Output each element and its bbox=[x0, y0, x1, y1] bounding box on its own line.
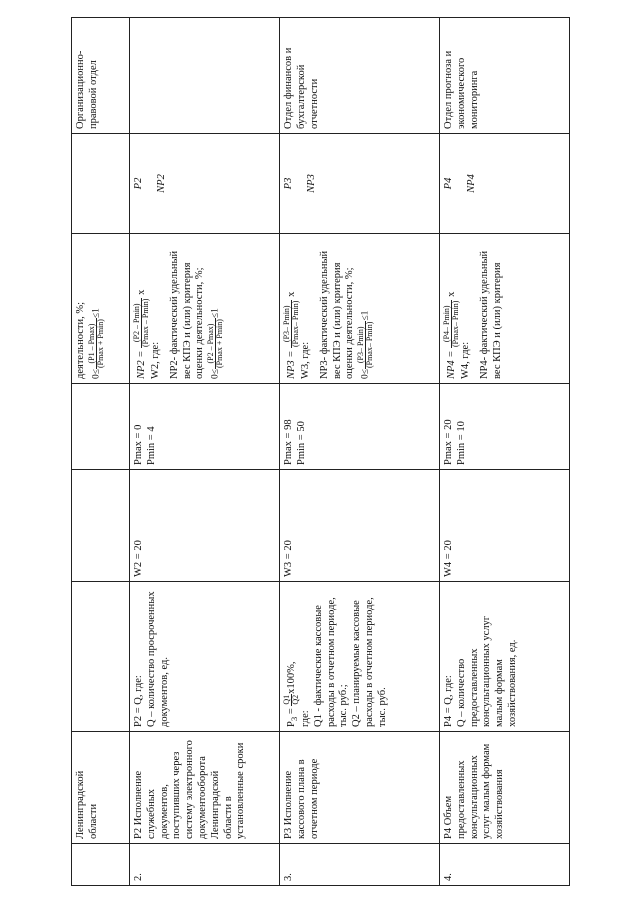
cell-num bbox=[72, 844, 130, 886]
np-inequality bbox=[207, 238, 224, 379]
cell-dept bbox=[130, 18, 280, 134]
ineq-fraction bbox=[207, 318, 224, 369]
np-numerator: (P3– Pmin) bbox=[283, 300, 292, 348]
ineq-denominator: (Pmax– Pmin) bbox=[365, 321, 375, 369]
cell-code bbox=[72, 134, 130, 234]
pmin-value: Pmin = 50 bbox=[295, 421, 307, 465]
criterion-name: P3 Исполнение кассового плана в отчетном периоде bbox=[283, 758, 320, 839]
cell-range bbox=[130, 384, 280, 470]
np-denominator: (Pmax– Pmin) bbox=[451, 300, 460, 347]
department: Отдел прогноза и экономического мониторинга bbox=[443, 50, 480, 129]
cell-method bbox=[130, 582, 280, 732]
method-formula bbox=[283, 586, 300, 727]
cell-method bbox=[280, 582, 440, 732]
table-row bbox=[130, 18, 280, 886]
cell-range bbox=[440, 384, 570, 470]
kpi-table bbox=[71, 17, 570, 886]
ineq-fraction bbox=[357, 321, 374, 369]
np-weight: W3, где: bbox=[300, 341, 311, 379]
ineq-left: 0≤ bbox=[91, 369, 102, 379]
method-q2: Q2 – планируемые кассовые расходы в отчетном периоде, тыс. руб. bbox=[351, 597, 388, 727]
np-formula bbox=[283, 238, 300, 379]
cell-weight bbox=[280, 470, 440, 582]
code-np: NP4 bbox=[465, 174, 477, 193]
cell-weight bbox=[440, 470, 570, 582]
cell-name bbox=[130, 732, 280, 844]
cell-method bbox=[72, 582, 130, 732]
weight-value: W3 = 20 bbox=[283, 540, 294, 577]
ineq-left: 0≤ bbox=[210, 369, 221, 379]
np-description: NP4- фактический удельный вес КПЭ и (или) критерия bbox=[478, 250, 503, 379]
cell-code bbox=[280, 134, 440, 234]
row-number: 2. bbox=[133, 873, 144, 881]
np-lhs: NP4 = bbox=[445, 350, 457, 379]
pmax-value: Pmax = 20 bbox=[443, 419, 454, 465]
ineq-numerator: (P1 – Pmax) bbox=[88, 318, 97, 369]
np-weight: W2, где: bbox=[150, 341, 161, 379]
criterion-name: P4 Объем предоставленных консультационных услуг малым формам хозяйствования bbox=[443, 743, 506, 839]
np-multiply: x bbox=[135, 289, 147, 295]
np-multiply: x bbox=[445, 291, 457, 297]
method-description: Q – количество предоставленных консультационных услуг малым формам хозяйствования, ед. bbox=[455, 615, 518, 727]
formula-tail: x100%, bbox=[285, 661, 297, 694]
np-lhs: NP2 = bbox=[135, 350, 147, 379]
cell-code bbox=[440, 134, 570, 234]
formula-eq: = bbox=[285, 705, 297, 717]
np-multiply: x bbox=[285, 291, 297, 297]
pmin-value: Pmin = 10 bbox=[455, 421, 467, 465]
np-numerator: (P4– Pmin) bbox=[443, 300, 452, 348]
np-description: NP2- фактический удельный вес КПЭ и (или) критерия оценки деятельности, %; bbox=[168, 250, 206, 379]
np-fraction bbox=[443, 300, 460, 348]
cell-range bbox=[280, 384, 440, 470]
np-weight: W4, где: bbox=[460, 341, 471, 379]
np-tail-text: деятельности, %; bbox=[75, 301, 86, 379]
method-where: где: bbox=[300, 710, 311, 727]
cell-dept bbox=[280, 18, 440, 134]
cell-range bbox=[72, 384, 130, 470]
np-numerator: (P2 – Pmin) bbox=[133, 298, 142, 348]
row-number: 3. bbox=[283, 873, 294, 881]
ineq-right: ≤1 bbox=[210, 308, 221, 319]
np-denominator: (Pmax – Pmin) bbox=[141, 298, 150, 347]
formula-sub: 3 bbox=[289, 716, 299, 722]
np-inequality bbox=[357, 238, 374, 379]
method-q1: Q1 - фактические кассовые расходы в отчетном периоде, тыс. руб.; bbox=[312, 597, 350, 727]
np-fraction bbox=[283, 300, 300, 348]
np-formula bbox=[443, 238, 460, 379]
np-fraction bbox=[133, 298, 150, 348]
pmin-value: Pmin = 4 bbox=[145, 426, 157, 465]
ineq-left: 0≤ bbox=[360, 369, 371, 379]
cell-dept bbox=[72, 18, 130, 134]
formula-numerator: Q1 bbox=[282, 694, 291, 705]
method-formula: P4 = Q, где: bbox=[443, 675, 454, 727]
np-tail-inequality bbox=[88, 238, 105, 379]
table-row bbox=[72, 18, 130, 886]
criterion-name: P2 Исполнение служебных документов, поступивших через систему электронного документооборота Ленинградской области в установленные сроки bbox=[133, 740, 247, 839]
method-formula: P2 = Q, где: bbox=[133, 675, 144, 727]
ineq-denominator: (Pmax + Pmin) bbox=[215, 319, 225, 369]
cell-np bbox=[440, 234, 570, 384]
rotated-table-wrapper bbox=[71, 18, 569, 886]
cell-dept bbox=[440, 18, 570, 134]
cell-name bbox=[72, 732, 130, 844]
weight-value: W2 = 20 bbox=[133, 540, 144, 577]
ineq-right: ≤1 bbox=[360, 310, 371, 321]
criterion-name: Ленинградской области bbox=[75, 770, 99, 839]
cell-weight bbox=[130, 470, 280, 582]
row-number: 4. bbox=[443, 873, 454, 881]
ineq-fraction bbox=[88, 318, 105, 369]
cell-num bbox=[130, 844, 280, 886]
cell-np bbox=[130, 234, 280, 384]
weight-value: W4 = 20 bbox=[443, 540, 454, 577]
pmax-value: Pmax = 98 bbox=[283, 419, 294, 465]
np-formula bbox=[133, 238, 150, 379]
cell-name bbox=[440, 732, 570, 844]
table-row bbox=[280, 18, 440, 886]
department: Отдел финансов и бухгалтерской отчетности bbox=[283, 47, 320, 129]
department: Организационно-правовой отдел bbox=[75, 50, 99, 129]
method-description: Q – количество просроченных документов, ед. bbox=[145, 591, 170, 727]
code-np: NP2 bbox=[155, 174, 167, 193]
formula-fraction bbox=[283, 694, 300, 706]
code-np: NP3 bbox=[305, 174, 317, 193]
cell-num bbox=[280, 844, 440, 886]
cell-np bbox=[72, 234, 130, 384]
code-p: P4 bbox=[443, 177, 454, 190]
np-description: NP3- фактический удельный вес КПЭ и (или) критерия оценки деятельности, %; bbox=[318, 250, 356, 379]
ineq-numerator: (P2 – Pmax) bbox=[207, 318, 216, 369]
formula-denominator: Q2 bbox=[291, 694, 300, 705]
cell-num bbox=[440, 844, 570, 886]
code-p: P2 bbox=[133, 177, 144, 190]
cell-name bbox=[280, 732, 440, 844]
ineq-numerator: (P3– Pmin) bbox=[357, 321, 366, 369]
code-p: P3 bbox=[283, 177, 294, 190]
ineq-denominator: (Pmax + Pmin) bbox=[95, 319, 105, 369]
np-denominator: (Pmax– Pmin) bbox=[291, 300, 300, 347]
pmax-value: Pmax = 0 bbox=[133, 424, 144, 465]
formula-lhs: P bbox=[285, 721, 297, 727]
np-lhs: NP3 = bbox=[285, 350, 297, 379]
cell-method bbox=[440, 582, 570, 732]
ineq-right: ≤1 bbox=[91, 308, 102, 319]
cell-np bbox=[280, 234, 440, 384]
cell-code bbox=[130, 134, 280, 234]
table-row bbox=[440, 18, 570, 886]
cell-weight bbox=[72, 470, 130, 582]
